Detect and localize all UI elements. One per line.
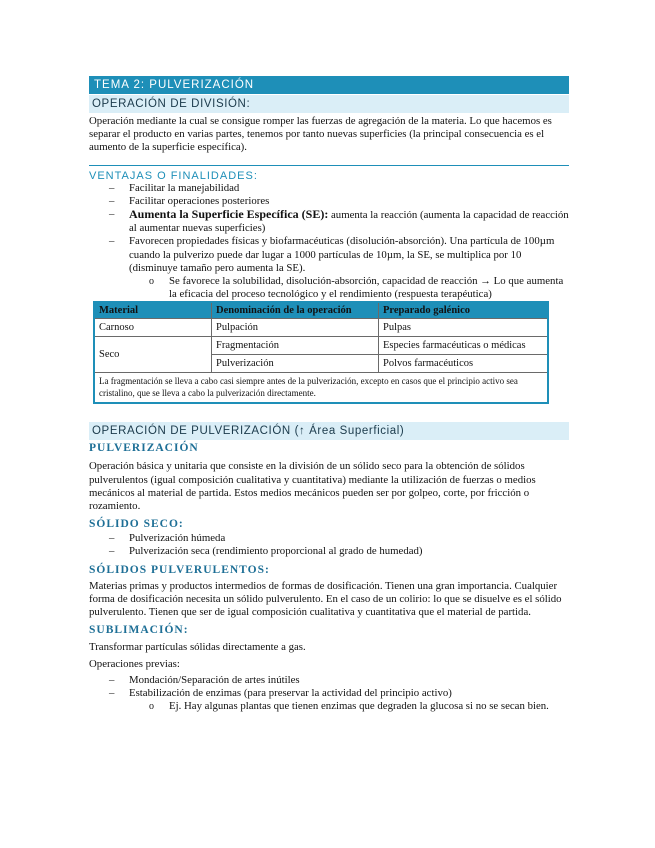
list-item: o Se favorece la solubilidad, disolución-absorción, capacidad de reacción → Lo que aumenta la eficacia del proceso tecnológico y el rendimiento (respuesta terapéutica): [149, 275, 569, 301]
list-item: – Facilitar operaciones posteriores: [109, 195, 569, 208]
document-page: [89, 76, 569, 713]
table-cell: Pulpas: [379, 319, 549, 337]
ventajas-sublist: [89, 275, 569, 301]
section-title-division: OPERACIÓN DE DIVISIÓN:: [89, 95, 569, 113]
list-item: – Pulverización húmeda: [109, 532, 569, 545]
se-description: aumenta la reacción (aumenta la capacidad de reacción al aumentar nuevas superficies): [129, 209, 569, 235]
operations-table: [93, 301, 549, 404]
col-header: Denominación de la operación: [212, 302, 379, 319]
table-cell: Polvos farmacéuticos: [379, 355, 549, 373]
solidos-text: Materias primas y productos intermedios de formas de dosificación. Tienen una gran importancia. Cualquier forma de dosificación necesita un sólido pulverulento. En el caso de un colirio: lo que se disuelve es el sólido pulverulento. Tienen que ser de igual composición cualitativa y cuantitativa que el material de partida.: [89, 579, 562, 619]
table-cell: Especies farmacéuticas o médicas: [379, 337, 549, 355]
operaciones-previas-label: Operaciones previas:: [89, 658, 180, 671]
table-row: [94, 373, 548, 404]
table-cell: Carnoso: [94, 319, 212, 337]
sublimacion-text: Transformar partículas sólidas directamente a gas.: [89, 641, 306, 654]
heading-pulverizacion: PULVERIZACIÓN: [89, 442, 199, 455]
list-item: – Facilitar la manejabilidad: [109, 182, 569, 195]
list-item: – Mondación/Separación de artes inútiles: [109, 674, 569, 687]
table-cell: Fragmentación: [212, 337, 379, 355]
pulverizacion-text: Operación básica y unitaria que consiste en la división de un sólido seco para la obtención de sólidos pulverulentos (igual composición cualitativa y cuantitativa) mediante la utilización de fuerzas o medios mecánicos al material de partida. Estos medios mecánicos pueden ser por golpeo, corte, por fricción o rozamiento.: [89, 460, 536, 513]
heading-solidos-pulverulentos: SÓLIDOS PULVERULENTOS:: [89, 563, 270, 576]
table-cell: Pulverización: [212, 355, 379, 373]
table-header-row: [94, 302, 548, 319]
list-item: – Estabilización de enzimas (para preservar la actividad del principio activo): [109, 687, 569, 700]
list-item: o Ej. Hay algunas plantas que tienen enzimas que degraden la glucosa si no se secan bien.: [149, 700, 569, 713]
se-term: Aumenta la Superficie Específica (SE):: [129, 207, 329, 222]
divider: [89, 165, 569, 166]
col-header: Preparado galénico: [379, 302, 549, 319]
list-item: [109, 208, 569, 235]
section-title-pulverizacion: OPERACIÓN DE PULVERIZACIÓN (↑ Área Superficial): [89, 422, 569, 440]
heading-solido-seco: SÓLIDO SECO:: [89, 518, 184, 531]
table-row: [94, 337, 548, 355]
operaciones-previas-list: [89, 674, 569, 700]
ventajas-heading: VENTAJAS O FINALIDADES:: [89, 169, 258, 182]
heading-sublimacion: SUBLIMACIÓN:: [89, 624, 189, 637]
chapter-title: TEMA 2: PULVERIZACIÓN: [89, 76, 569, 94]
table-cell: Pulpación: [212, 319, 379, 337]
list-item: – Pulverización seca (rendimiento proporcional al grado de humedad): [109, 545, 569, 558]
list-item: – Favorecen propiedades físicas y biofarmacéuticas (disolución-absorción). Una partícula de 100µm cuando la pulverizo puede dar lugar a 1000 partículas de 10µm, la SE, se multiplica por 10 (disminuye tamaño pero aumenta la SE).: [109, 235, 569, 275]
solido-seco-list: [89, 532, 569, 558]
operaciones-previas-sublist: [89, 700, 569, 713]
division-text: Operación mediante la cual se consigue romper las fuerzas de agregación de la materia. Lo que hacemos es separar el producto en varias partes, tenemos por tanto nuevas superficies (la principal consecuencia es el aumento de la superficie específica).: [89, 115, 552, 154]
col-header: Material: [94, 302, 212, 319]
ventajas-list: [89, 182, 569, 275]
table-note: La fragmentación se lleva a cabo casi siempre antes de la pulverización, excepto en casos que el principio activo sea cristalino, que se lleva a cabo la pulverización directamente.: [94, 373, 548, 404]
table-row: [94, 319, 548, 337]
table-cell: Seco: [94, 337, 212, 373]
